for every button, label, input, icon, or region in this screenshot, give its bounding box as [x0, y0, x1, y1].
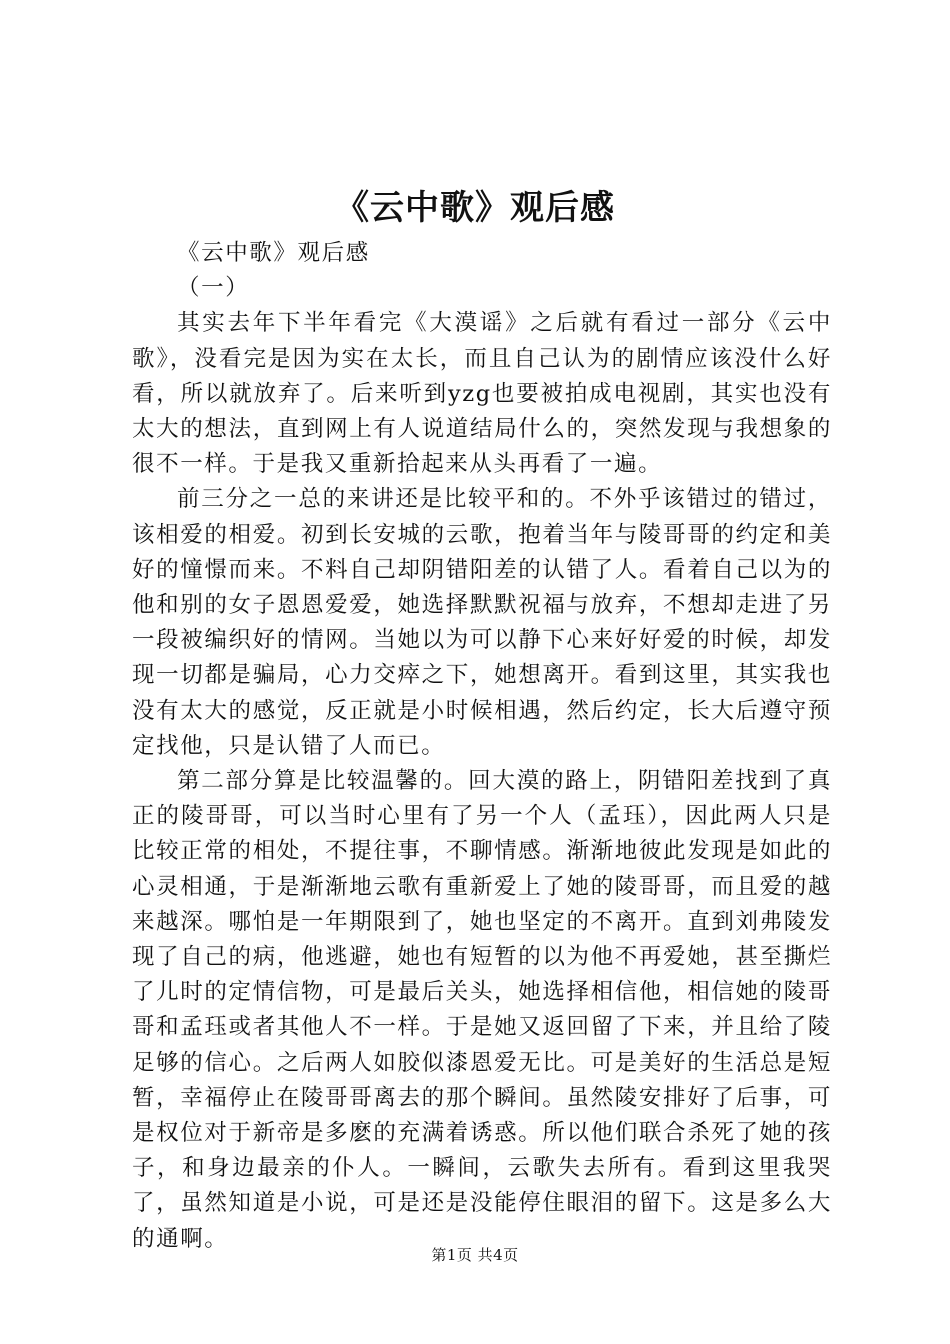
subtitle-line: 《云中歌》观后感 — [177, 240, 370, 266]
document-body — [132, 236, 832, 1257]
paragraph-1: 其实去年下半年看完《大漠谣》之后就有看过一部分《云中歌》，没看完是因为实在太长，而且自己认为的剧情应该没什么好看，所以就放弃了。后来听到yzg也要被拍成电视剧，其实也没有太大的想法，直到网上有人说道结局什么的，突然发现与我想象的很不一样。于是我又重新拾起来从头再看了一遍。 — [132, 310, 832, 478]
page-footer: 第1页 共4页 — [431, 1246, 519, 1264]
paragraph-3: 第二部分算是比较温馨的。回大漠的路上，阴错阳差找到了真正的陵哥哥，可以当时心里有了另一个人（孟珏），因此两人只是比较正常的相处，不提往事，不聊情感。渐渐地彼此发现是如此的心灵相通，于是渐渐地云歌有重新爱上了她的陵哥哥，而且爱的越来越深。哪怕是一年期限到了，她也坚定的不离开。直到刘弗陵发现了自己的病，他逃避，她也有短暂的以为他不再爱她，甚至撕烂了儿时的定情信物，可是最后关头，她选择相信他，相信她的陵哥哥和孟珏或者其他人不一样。于是她又返回留了下来，并且给了陵足够的信心。之后两人如胶似漆恩爱无比。可是美好的生活总是短暂，幸福停止在陵哥哥离去的那个瞬间。虽然陵安排好了后事，可是权位对于新帝是多麽的充满着诱惑。所以他们联合杀死了她的孩子，和身边最亲的仆人。一瞬间，云歌失去所有。看到这里我哭了，虽然知道是小说，可是还是没能停住眼泪的留下。这是多么大的通啊。 — [132, 768, 832, 1252]
section-marker: （一） — [177, 275, 250, 302]
document-title: 《云中歌》观后感 — [335, 188, 615, 228]
paragraph-2: 前三分之一总的来讲还是比较平和的。不外乎该错过的错过，该相爱的相爱。初到长安城的云歌，抱着当年与陵哥哥的约定和美好的憧憬而来。不料自己却阴错阳差的认错了人。看着自己以为的他和别的女子恩恩爱爱，她选择默默祝福与放弃，不想却走进了另一段被编织好的情网。当她以为可以静下心来好好爱的时候，却发现一切都是骗局，心力交瘁之下，她想离开。看到这里，其实我也没有太大的感觉，反正就是小时候相遇，然后约定，长大后遵守预定找他，只是认错了人而已。 — [132, 486, 832, 759]
